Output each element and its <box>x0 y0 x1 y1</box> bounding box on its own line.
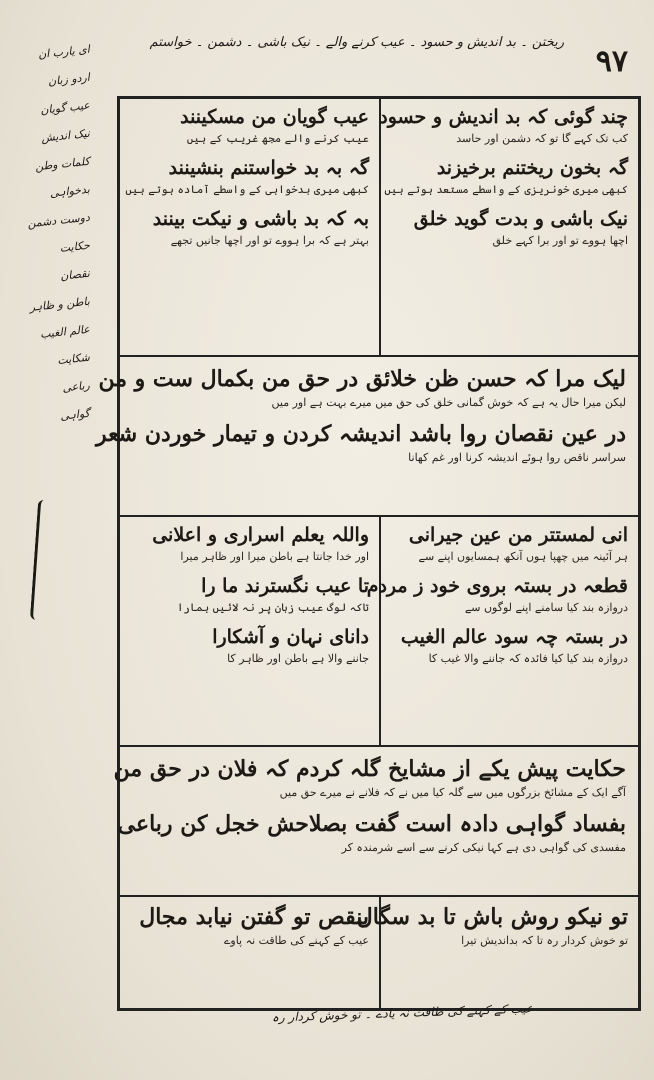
verse-line: تا عیب نگسترند ما را <box>201 575 369 597</box>
margin-note: عالم الغیب <box>39 322 91 341</box>
gloss-line: کبھی میری خونریزی کے واسطے مستعد ہوتے ہیں <box>384 183 628 196</box>
margin-note: حکایت <box>59 238 91 255</box>
verse-line: بہ کہ بد باشی و نیکت بینند <box>152 208 369 230</box>
prose-block-2 <box>113 747 638 897</box>
gloss-line: جاننے والا ہے باطن اور ظاہر کا <box>227 652 369 665</box>
margin-note: دوست دشمن <box>26 210 91 231</box>
verse-line: چند گوئی کہ بد اندیش و حسود <box>379 106 628 128</box>
right-column <box>356 897 638 1008</box>
verse-line: گہ بہ بد خواستنم بنشینند <box>168 157 369 179</box>
gloss-line: اچھا ہووے تو اور برا کہے خلق <box>492 234 628 247</box>
verse-line: انی لمستتر من عین جیرانی <box>408 524 628 546</box>
prose-line: در عین نقصان روا باشد اندیشہ کردن و تیمار خوردن شعر <box>95 421 626 447</box>
text-frame <box>95 96 641 1011</box>
verse-line: عیب گویان من مسکینند <box>180 106 369 128</box>
verse-block-2 <box>120 517 638 747</box>
gloss-line: کبھی میری بدخواہی کے واسطے آمادہ ہوتے ہیں <box>125 183 369 196</box>
gloss-line: عیب کرنے والے مجھ غریب کے ہیں <box>186 132 369 145</box>
gloss-line: عیب کے کہنے کی طاقت نہ پاوے <box>223 934 369 947</box>
margin-note: شکایت <box>56 350 91 368</box>
gloss-line: ہر آئینہ میں چھپا ہوں آنکھ ہمسایوں اپنے سے <box>418 550 628 563</box>
gloss-line: بہتر ہے کہ برا ہووے تو اور اچھا جانیں تجھے <box>170 234 369 247</box>
gloss-line: تاکہ لوگ عیب زبان پر نہ لائیں ہمارا <box>176 601 369 614</box>
left-column <box>120 517 379 745</box>
gloss-line: تو خوش کردار رہ تا کہ بداندیش تیرا <box>461 934 628 947</box>
verse-line: در بستہ چہ سود عالم الغیب <box>400 626 628 648</box>
margin-note: گواہی <box>59 406 91 423</box>
verse-block-3 <box>120 897 638 1008</box>
margin-note: عیب گویان <box>39 98 91 117</box>
gloss-line: لیکن میرا حال یہ ہے کہ خوش گمانی خلق کی حق میں میرے بہت ہے اور میں <box>271 396 626 409</box>
margin-note: نقصان <box>59 266 91 283</box>
bottom-margin-annotation: عیب کے کہنے کی طاقت نہ یادے ۔ تو خوش کردار رہ <box>271 1001 534 1025</box>
gloss-line: آگے ایک کے مشائخ بزرگوں میں سے گلہ کیا میں نے کہ فلانے نے میرے حق میں <box>279 786 626 799</box>
gloss-line: کب تک کہے گا تو کہ دشمن اور حاسد <box>456 132 628 145</box>
gloss-line: اور خدا جانتا ہے باطن میرا اور ظاہر میرا <box>180 550 369 563</box>
margin-note: باطن و ظاہر <box>28 294 91 315</box>
verse-block-1 <box>120 99 638 357</box>
verse-line: تو نیکو روش باش تا بد سگال <box>356 904 628 930</box>
right-column <box>366 517 638 745</box>
margin-note: ای یارب ان <box>37 42 91 62</box>
left-column <box>120 897 379 1008</box>
margin-note: بدخواہی <box>49 182 91 200</box>
prose-line: لیک مرا کہ حسن ظن خلائق در حق من بکمال ست و من <box>98 366 626 392</box>
verse-line: بنقص تو گفتن نیابد مجال <box>139 904 369 930</box>
margin-note: اردو زبان <box>47 70 91 89</box>
gloss-line: دروازہ بند کیا سامنے اپنے لوگوں سے <box>464 601 628 614</box>
verse-line: گہ بخون ریختنم برخیزند <box>436 157 628 179</box>
verse-line: واللہ یعلم اسراری و اعلانی <box>152 524 369 546</box>
prose-block-1 <box>95 357 638 517</box>
margin-note: رباعی <box>61 378 91 395</box>
verse-line: قطعہ در بستہ بروی خود ز مردم <box>366 575 628 597</box>
prose-line: بفساد گواہی دادہ است گفت بصلاحش خجل کن رباعی <box>117 811 626 837</box>
margin-note: نیک اندیش <box>40 126 91 145</box>
left-column <box>120 99 379 355</box>
page-number: ۹۷ <box>595 44 628 79</box>
gloss-line: دروازہ بند کیا کیا فائدہ کہ جاننے والا غیب کا <box>428 652 628 665</box>
verse-line: نیک باشی و بدت گوید خلق <box>413 208 628 230</box>
top-margin-annotation: ریختن ۔ بد اندیش و حسود ۔ عیب کرنے والے ۔ نیک باشی ۔ دشمن ۔ خواستم <box>149 35 564 50</box>
gloss-line: مفسدی کی گواہی دی ہے کہا نیکی کرنے سے اسے شرمندہ کر <box>341 841 626 854</box>
verse-line: دانای نہان و آشکارا <box>212 626 369 648</box>
margin-note: کلمات وطن <box>34 154 91 174</box>
gloss-line: سراسر ناقص روا ہوئے اندیشہ کرنا اور غم کھانا <box>408 451 626 464</box>
prose-line: حکایت پیش یکے از مشایخ گلہ کردم کہ فلان در حق من <box>113 756 626 782</box>
right-column <box>379 99 638 355</box>
